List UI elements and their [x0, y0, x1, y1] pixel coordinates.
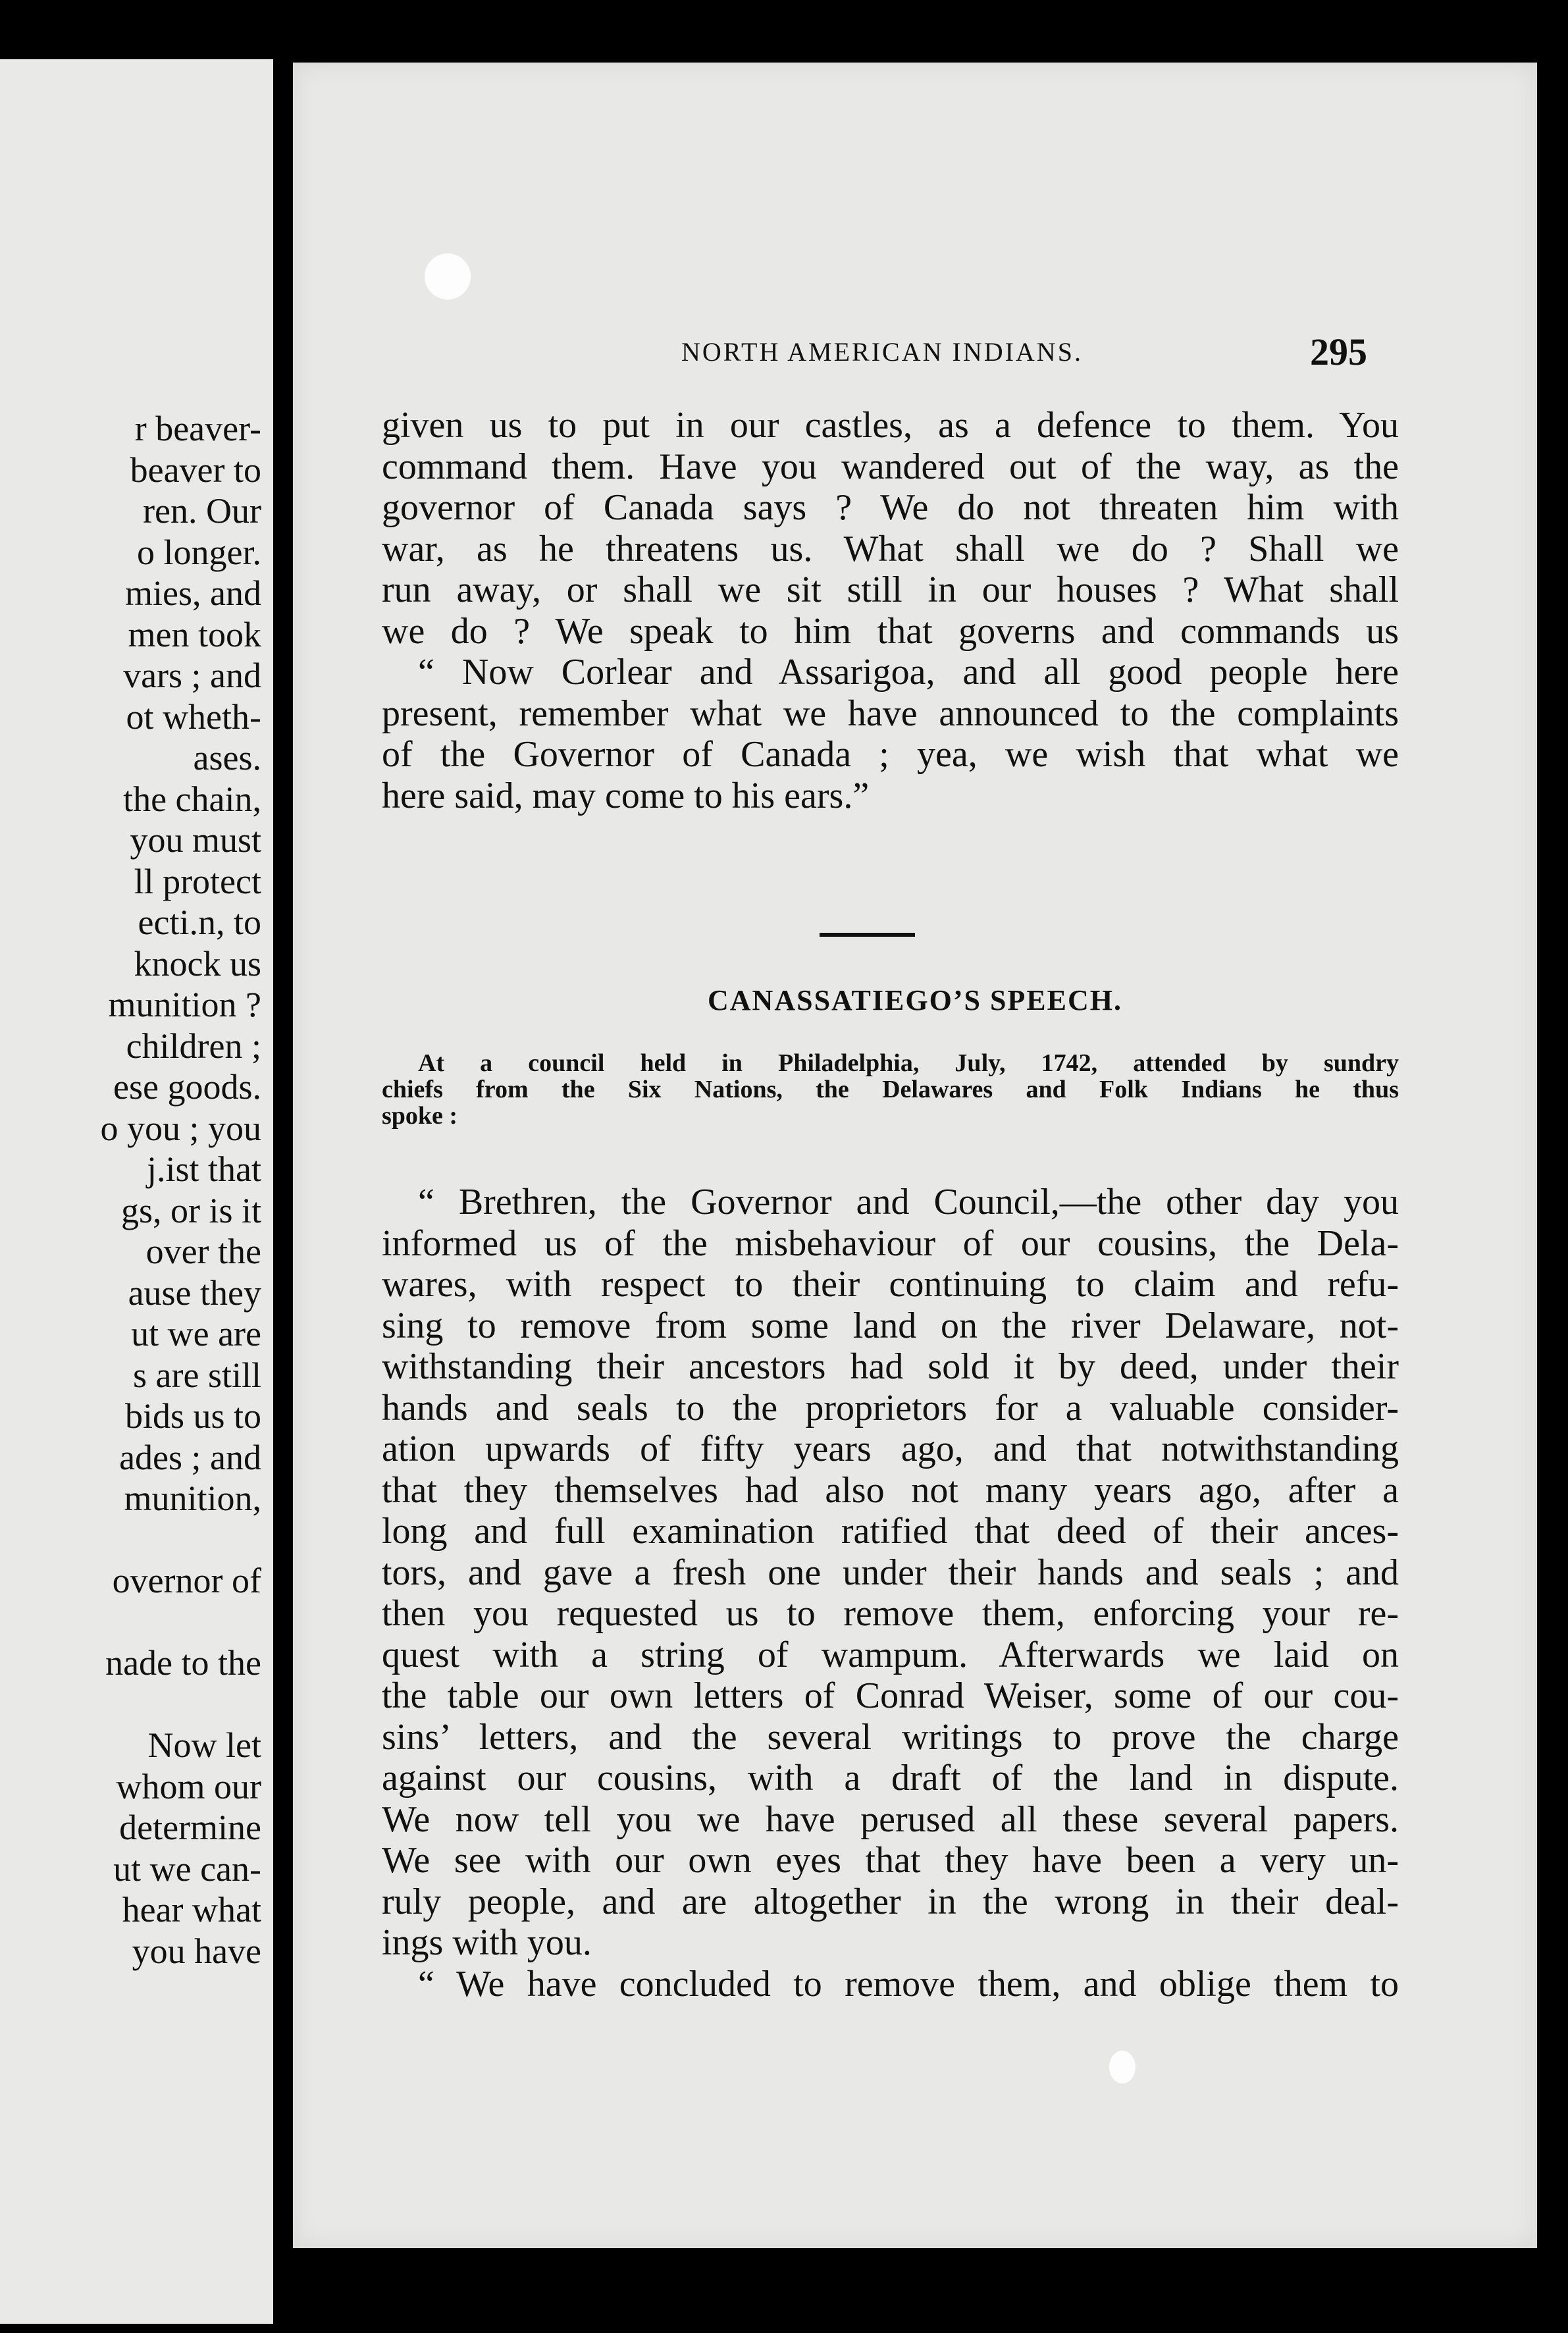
text-line: then you requested us to remove them, enforcing your re-	[382, 1593, 1399, 1634]
left-page-line: ases.	[193, 738, 261, 777]
left-page-line: you have	[132, 1931, 261, 1971]
left-page-line: vars ; and	[123, 656, 261, 695]
left-page-line: ades ; and	[119, 1437, 261, 1477]
text-line: given us to put in our castles, as a defence to them. You	[382, 405, 1399, 446]
section-divider	[820, 933, 915, 937]
text-line: present, remember what we have announced to the complaints	[382, 693, 1399, 734]
left-page-line: gs, or is it	[120, 1190, 261, 1230]
left-page-line: ause they	[128, 1272, 261, 1313]
text-line: hands and seals to the proprietors for a valuable consider-	[382, 1387, 1399, 1429]
page-number: 295	[1310, 330, 1367, 373]
speech-introduction	[382, 1050, 1399, 1129]
left-page-line: o you ; you	[100, 1108, 261, 1148]
text-line: governor of Canada says ? We do not threaten him with	[382, 487, 1399, 528]
text-line: ings with you.	[382, 1922, 592, 1963]
text-line: long and full examination ratified that deed of their ances-	[382, 1511, 1399, 1552]
left-page-line: munition ?	[108, 985, 261, 1024]
left-page-line: hear what	[122, 1890, 261, 1929]
left-page-line: bids us to	[124, 1396, 261, 1436]
text-line: here said, may come to his ears.”	[382, 775, 870, 816]
left-page-line: beaver to	[130, 450, 261, 490]
text-line: the table our own letters of Conrad Weiser, some of our cou-	[382, 1675, 1399, 1716]
left-page-line: you must	[130, 820, 261, 860]
text-line: tors, and gave a fresh one under their hands and seals ; and	[382, 1552, 1399, 1593]
left-page-line: men took	[128, 614, 261, 654]
intro-line: spoke :	[382, 1103, 458, 1129]
left-page-line: Now let	[147, 1725, 261, 1765]
left-page-line: ut we can-	[113, 1848, 261, 1889]
left-page-line: ren. Our	[143, 491, 261, 531]
section-title: CANASSATIEGO’S SPEECH.	[708, 984, 1122, 1016]
left-page-line: overnor of	[112, 1561, 261, 1600]
text-line: we do ? We speak to him that governs and commands us	[382, 610, 1399, 652]
text-line: We see with our own eyes that they have been a very un-	[382, 1840, 1399, 1881]
left-page-line: the chain,	[123, 779, 261, 819]
text-line: wares, with respect to their continuing to claim and refu-	[382, 1264, 1399, 1305]
text-line: sins’ letters, and the several writings to prove the charge	[382, 1716, 1399, 1758]
paper-fleck	[1109, 2051, 1136, 2084]
left-page-line: over the	[145, 1232, 261, 1271]
left-page-line: j.ist that	[147, 1149, 261, 1189]
text-line: that they themselves had also not many years ago, after a	[382, 1469, 1399, 1511]
left-page-line: ecti.n, to	[138, 903, 261, 942]
left-page-line: r beaver-	[134, 409, 261, 448]
text-line: “ Now Corlear and Assarigoa, and all good people here	[418, 652, 1399, 693]
left-page-line: ut we are	[131, 1314, 261, 1353]
text-line: “ We have concluded to remove them, and oblige them to	[418, 1963, 1399, 2005]
intro-line: chiefs from the Six Nations, the Delawares and Folk Indians he thus	[382, 1076, 1399, 1103]
text-line: withstanding their ancestors had sold it by deed, under their	[382, 1346, 1399, 1387]
text-line: against our cousins, with a draft of the land in dispute.	[382, 1758, 1399, 1798]
text-line: run away, or shall we sit still in our houses ? What shall	[382, 569, 1399, 610]
text-line: war, as he threatens us. What shall we do ? Shall we	[382, 528, 1399, 569]
text-line: informed us of the misbehaviour of our cousins, the Dela-	[382, 1222, 1399, 1264]
paper-fleck	[425, 253, 471, 300]
speech-text	[382, 1182, 1399, 2005]
left-page-line: ot wheth-	[126, 696, 261, 737]
left-page-line: ll protect	[134, 861, 261, 901]
left-page-line: munition,	[124, 1479, 261, 1518]
running-head: NORTH AMERICAN INDIANS.	[681, 337, 1083, 367]
left-page-line: mies, and	[125, 573, 261, 613]
left-page-line: whom our	[116, 1766, 261, 1806]
continued-text	[382, 405, 1399, 816]
page-gutter	[273, 0, 293, 2333]
intro-line: At a council held in Philadelphia, July, 1742, attended by sundry	[418, 1050, 1399, 1076]
text-line: quest with a string of wampum. Afterwards we laid on	[382, 1634, 1399, 1675]
page-header	[293, 326, 1537, 379]
text-line: ation upwards of fifty years ago, and that notwithstanding	[382, 1429, 1399, 1469]
left-page-line: ese goods.	[113, 1067, 261, 1107]
text-line: sing to remove from some land on the river Delaware, not-	[382, 1305, 1399, 1346]
left-page-line: o longer.	[137, 532, 261, 572]
text-line: We now tell you we have perused all these several papers.	[382, 1798, 1399, 1840]
left-page-line: children ;	[126, 1026, 261, 1066]
left-facing-page	[0, 59, 273, 2324]
text-line: ruly people, and are altogether in the wrong in their deal-	[382, 1881, 1399, 1922]
text-line: command them. Have you wandered out of the way, as the	[382, 446, 1399, 487]
text-line: “ Brethren, the Governor and Council,—the other day you	[418, 1182, 1399, 1222]
left-page-line: nade to the	[105, 1643, 261, 1683]
left-page-line: knock us	[134, 943, 261, 983]
right-page	[293, 63, 1537, 2248]
left-page-line: s are still	[133, 1355, 261, 1395]
left-page-line: determine	[119, 1808, 261, 1847]
text-line: of the Governor of Canada ; yea, we wish that what we	[382, 734, 1399, 775]
